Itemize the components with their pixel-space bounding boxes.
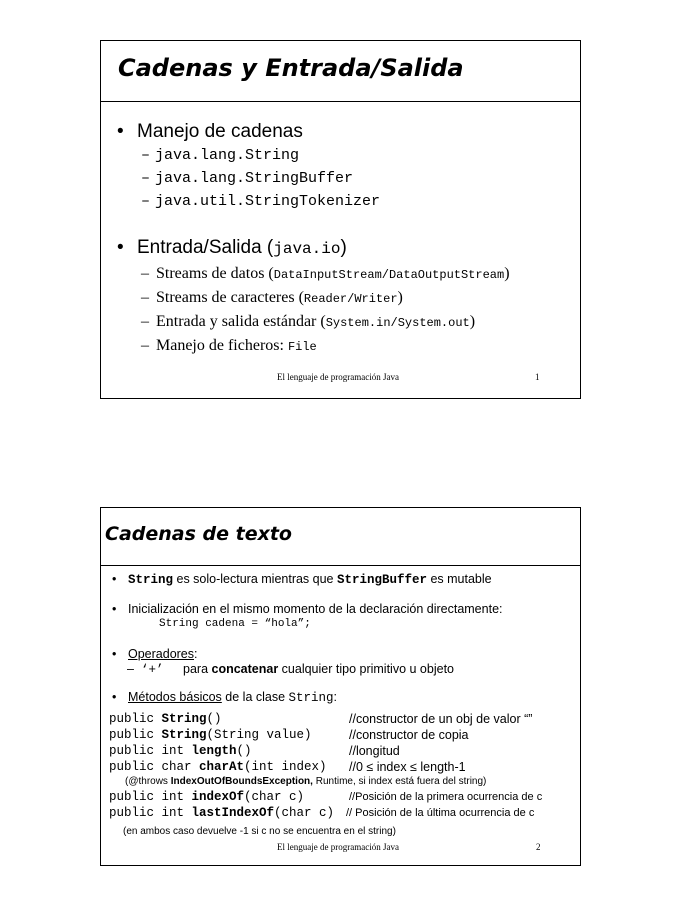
method-charat: public char charAt(int index) [109, 760, 327, 774]
sub-item-stringbuffer: – java.lang.StringBuffer [141, 170, 354, 187]
bullet-manejo-cadenas: • Manejo de cadenas [117, 121, 303, 142]
comment-charat: //0 ≤ index ≤ length-1 [349, 760, 466, 774]
operador-concatenar: – ‘+’ para concatenar cualquier tipo primitivo u objeto [127, 662, 454, 677]
indexof-note: (en ambos caso devuelve -1 si c no se encuentra en el string) [123, 826, 396, 837]
slide-2 [100, 507, 581, 866]
slide-2-title-bar [101, 508, 580, 566]
comment-lastindexof: // Posición de la última ocurrencia de c [346, 807, 535, 819]
io-item-estandar: – Entrada y salida estándar (System.in/System.out) [141, 313, 476, 330]
slide-1-footer: El lenguaje de programación Java [277, 372, 399, 382]
method-indexof: public int indexOf(char c) [109, 790, 305, 804]
slide-1-page-number: 1 [535, 372, 540, 382]
method-length: public int length() [109, 744, 252, 758]
slide-2-title: Cadenas de texto [105, 523, 292, 545]
slide-1-title-bar [101, 41, 580, 102]
comment-indexof: //Posición de la primera ocurrencia de c [349, 791, 543, 803]
io-item-datos: – Streams de datos (DataInputStream/DataOutputStream) [141, 265, 510, 282]
io-item-caracteres: – Streams de caracteres (Reader/Writer) [141, 289, 403, 306]
init-code-example: String cadena = “hola”; [159, 618, 311, 630]
slide-1-title: Cadenas y Entrada/Salida [118, 54, 464, 82]
slide-2-footer: El lenguaje de programación Java [277, 842, 399, 852]
comment-constructor-copy: //constructor de copia [349, 728, 469, 742]
bullet-operadores: • Operadores: [112, 647, 198, 661]
bullet-string-readonly: • String es solo-lectura mientras que StringBuffer es mutable [112, 572, 492, 587]
comment-constructor-empty: //constructor de un obj de valor “” [349, 712, 533, 726]
bullet-metodos-basicos: • Métodos básicos de la clase String: [112, 690, 338, 705]
bullet-inicializacion: • Inicialización en el mismo momento de la declaración directamente: [112, 602, 503, 616]
method-lastindexof: public int lastIndexOf(char c) [109, 806, 335, 820]
bullet-entrada-salida: • Entrada/Salida (java.io) [117, 237, 347, 258]
slide-1 [100, 40, 581, 399]
io-item-ficheros: – Manejo de ficheros: File [141, 337, 317, 354]
sub-item-string: – java.lang.String [141, 147, 300, 164]
method-constructor-empty: public String() [109, 712, 222, 726]
comment-length: //longitud [349, 744, 400, 758]
method-constructor-copy: public String(String value) [109, 728, 312, 742]
throws-note: (@throws IndexOutOfBoundsException, Runtime, si index está fuera del string) [125, 776, 487, 787]
slide-2-page-number: 2 [536, 842, 541, 852]
sub-item-stringtokenizer: – java.util.StringTokenizer [141, 193, 381, 210]
